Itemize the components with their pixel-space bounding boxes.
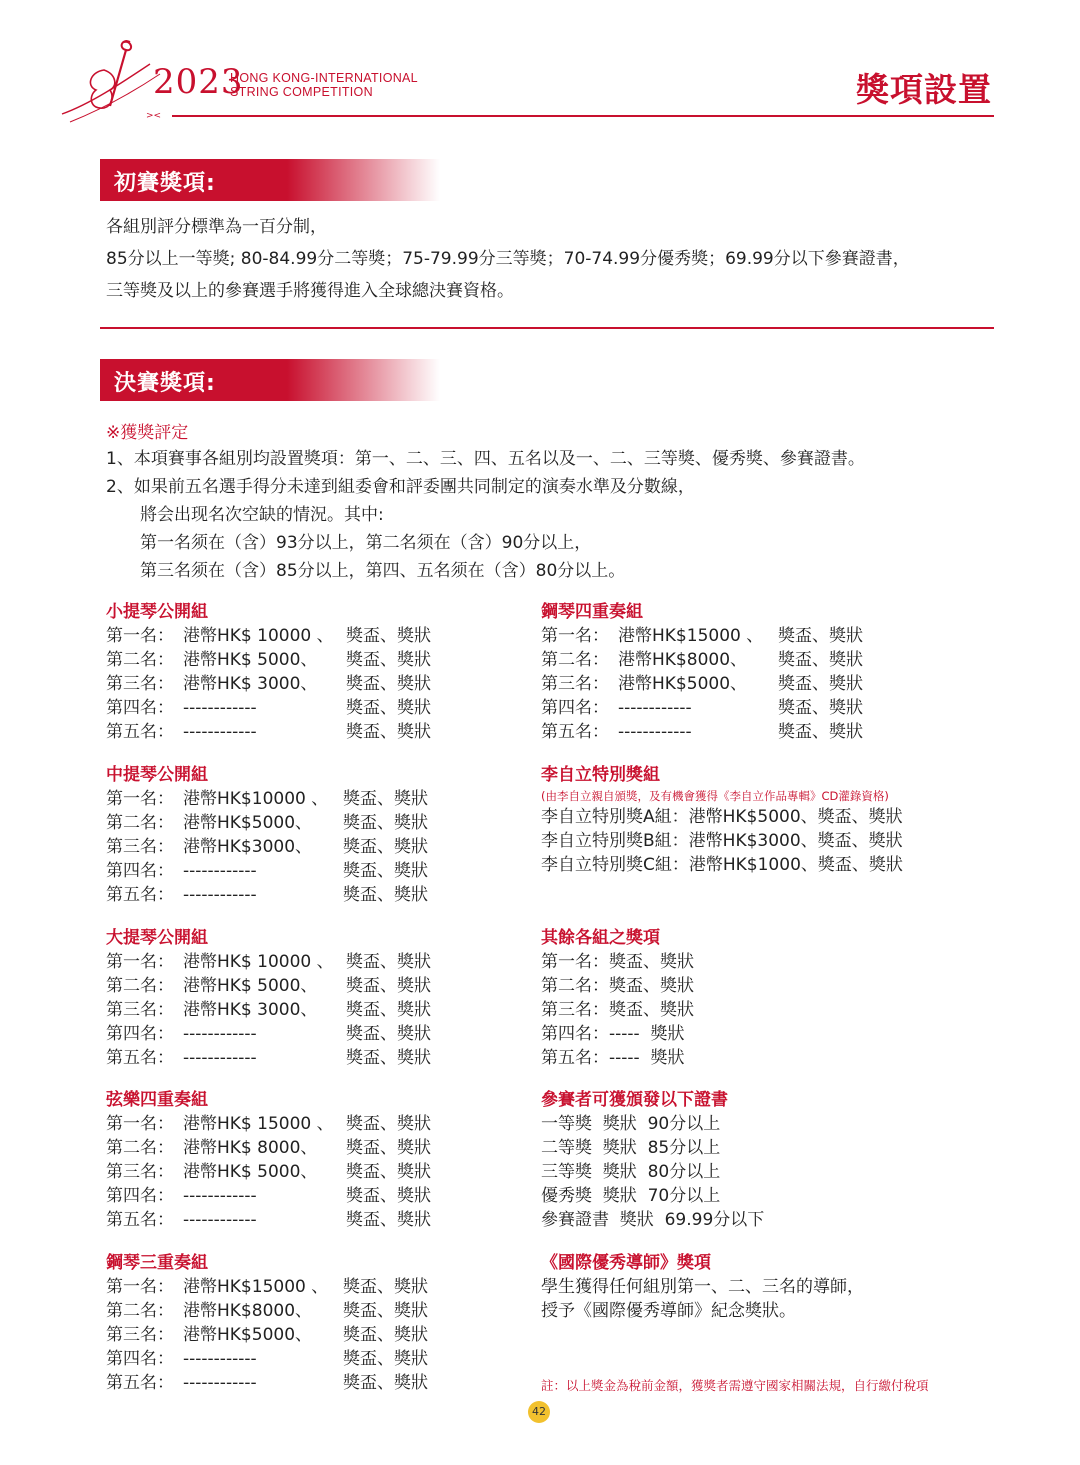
prize-row — [106, 859, 428, 883]
prize-row — [541, 648, 863, 672]
competition-name-line2: STRING COMPETITION — [230, 85, 373, 99]
prize-amount: ------------ — [183, 861, 257, 881]
prize-amount: ------------ — [183, 885, 257, 905]
prize-rank: 第五名： — [106, 885, 174, 905]
prize-trophy: 獎盃、獎狀 — [346, 674, 431, 694]
prize-rank: 第三名： — [106, 1162, 174, 1182]
prize-rank: 第一名： — [106, 1114, 174, 1134]
prize-trophy: 獎盃、獎狀 — [346, 1000, 431, 1020]
prize-trophy: 獎盃、獎狀 — [346, 698, 431, 718]
prize-amount: ------------ — [183, 1186, 257, 1206]
award-group — [106, 763, 428, 907]
prize-row — [106, 720, 431, 744]
award-group — [106, 600, 431, 744]
prize-rank: 第三名： — [106, 837, 174, 857]
award-group-li-special — [541, 763, 903, 877]
prize-rank: 第五名： — [106, 1210, 174, 1230]
final-heading: 決賽獎項: — [114, 371, 216, 396]
prize-amount: ------------ — [618, 722, 692, 742]
final-heading-band — [100, 359, 440, 401]
prize-trophy: 獎盃、獎狀 — [346, 1138, 431, 1158]
prize-trophy: 獎盃、獎狀 — [778, 626, 863, 646]
prelim-heading: 初賽獎項: — [114, 171, 216, 196]
prize-rank: 第四名： — [106, 861, 174, 881]
prize-trophy: 獎盃、獎狀 — [343, 837, 428, 857]
prize-rank: 第一名： — [541, 626, 609, 646]
prize-trophy: 獎盃、獎狀 — [346, 1024, 431, 1044]
prelim-text — [106, 211, 910, 307]
prize-row — [541, 696, 863, 720]
prize-rank: 第二名： — [541, 650, 609, 670]
prize-rank: 第四名： — [106, 698, 174, 718]
prize-trophy: 獎盃、獎狀 — [346, 626, 431, 646]
prize-trophy: 獎盃、獎狀 — [346, 1048, 431, 1068]
competition-name — [230, 71, 418, 99]
prize-trophy: 獎盃、獎狀 — [346, 952, 431, 972]
other-group-line: 第三名：獎盃、獎狀 — [541, 1000, 694, 1020]
prize-amount: 港幣HK$3000、 — [183, 837, 313, 857]
prize-trophy: 獎盃、獎狀 — [346, 1114, 431, 1134]
prize-trophy: 獎盃、獎狀 — [346, 1210, 431, 1230]
prize-row — [106, 998, 431, 1022]
prize-trophy: 獎盃、獎狀 — [778, 722, 863, 742]
prize-row — [106, 1323, 428, 1347]
award-group — [106, 1088, 431, 1232]
prize-amount: 港幣HK$8000、 — [618, 650, 748, 670]
group-title: 參賽者可獲頒發以下證書 — [541, 1090, 728, 1110]
prize-row — [106, 1299, 428, 1323]
certificate-line: 參賽證書 獎狀 69.99分以下 — [541, 1210, 765, 1230]
prize-amount: 港幣HK$8000、 — [183, 1301, 313, 1321]
prize-trophy: 獎盃、獎狀 — [343, 813, 428, 833]
prize-amount: 港幣HK$ 5000、 — [183, 976, 318, 996]
page-header — [0, 0, 1080, 130]
prize-rank: 第三名： — [106, 1000, 174, 1020]
prize-rank: 第五名： — [106, 1373, 174, 1393]
prize-rank: 第二名： — [106, 976, 174, 996]
group-subtitle: (由李自立親自頒獎，及有機會獲得《李自立作品專輯》CD灌錄資格) — [541, 789, 889, 803]
group-title: 中提琴公開組 — [106, 765, 208, 785]
prize-row — [541, 624, 863, 648]
prelim-line: 85分以上一等獎; 80-84.99分二等獎；75-79.99分三等獎；70-74.99分優秀獎；69.99分以下參賽證書， — [106, 249, 910, 269]
prize-row — [541, 672, 863, 696]
prize-row — [106, 1046, 431, 1070]
prize-rank: 第一名： — [106, 1277, 174, 1297]
prize-rank: 第一名： — [106, 952, 174, 972]
mentor-line: 授予《國際優秀導師》紀念獎狀。 — [541, 1301, 796, 1321]
certificate-line: 三等獎 獎狀 80分以上 — [541, 1162, 721, 1182]
other-group-line: 第一名：獎盃、獎狀 — [541, 952, 694, 972]
prize-rank: 第五名： — [541, 722, 609, 742]
prize-trophy: 獎盃、獎狀 — [343, 861, 428, 881]
group-title: 大提琴公開組 — [106, 928, 208, 948]
prize-amount: ------------ — [183, 698, 257, 718]
li-special-line: 李自立特別獎B組：港幣HK$3000、獎盃、獎狀 — [541, 831, 903, 851]
prize-rank: 第二名： — [106, 1301, 174, 1321]
prize-amount: ------------ — [618, 698, 692, 718]
prize-amount: 港幣HK$ 3000、 — [183, 674, 318, 694]
prize-amount: 港幣HK$ 10000 、 — [183, 626, 334, 646]
prelim-line: 三等獎及以上的參賽選手將獲得進入全球總決賽資格。 — [106, 281, 514, 301]
rule-line: 第三名须在（含）85分以上，第四、五名须在（含）80分以上。 — [140, 561, 626, 581]
other-group-line: 第二名：獎盃、獎狀 — [541, 976, 694, 996]
prize-rank: 第一名： — [106, 626, 174, 646]
prize-trophy: 獎盃、獎狀 — [343, 1301, 428, 1321]
rule-line: 第一名须在（含）93分以上，第二名须在（含）90分以上， — [140, 533, 592, 553]
prize-row — [106, 1112, 431, 1136]
award-group-mentor — [541, 1251, 864, 1323]
prize-row — [106, 835, 428, 859]
prize-rank: 第四名： — [106, 1024, 174, 1044]
prize-amount: ------------ — [183, 722, 257, 742]
svg-text:><: >< — [146, 111, 162, 121]
prize-trophy: 獎盃、獎狀 — [346, 976, 431, 996]
li-special-line: 李自立特別獎C組：港幣HK$1000、獎盃、獎狀 — [541, 855, 903, 875]
group-title: 其餘各組之獎項 — [541, 928, 660, 948]
prize-trophy: 獎盃、獎狀 — [778, 650, 863, 670]
prize-trophy: 獎盃、獎狀 — [346, 650, 431, 670]
page-title: 獎項設置 — [856, 70, 992, 109]
prize-trophy: 獎盃、獎狀 — [778, 674, 863, 694]
prize-rank: 第二名： — [106, 1138, 174, 1158]
prize-amount: 港幣HK$15000 、 — [618, 626, 764, 646]
prize-amount: ------------ — [183, 1210, 257, 1230]
prize-rank: 第四名： — [106, 1349, 174, 1369]
prize-amount: 港幣HK$ 5000、 — [183, 650, 318, 670]
prize-rank: 第二名： — [106, 650, 174, 670]
group-title: 李自立特別獎組 — [541, 765, 660, 785]
prize-trophy: 獎盃、獎狀 — [346, 722, 431, 742]
prize-amount: ------------ — [183, 1024, 257, 1044]
prize-trophy: 獎盃、獎狀 — [343, 885, 428, 905]
competition-year: 2023 — [153, 62, 244, 102]
prize-amount: 港幣HK$ 5000、 — [183, 1162, 318, 1182]
prize-row — [106, 1371, 428, 1395]
prize-amount: ------------ — [183, 1048, 257, 1068]
group-title: 小提琴公開組 — [106, 602, 208, 622]
award-group-piano-quartet — [541, 600, 863, 744]
prize-row — [541, 720, 863, 744]
prize-row — [106, 883, 428, 907]
prize-rank: 第二名： — [106, 813, 174, 833]
prize-row — [106, 1160, 431, 1184]
section-divider — [100, 327, 994, 329]
prize-rank: 第五名： — [106, 1048, 174, 1068]
prize-row — [106, 1275, 428, 1299]
prize-row — [106, 1184, 431, 1208]
prize-trophy: 獎盃、獎狀 — [343, 1277, 428, 1297]
prize-amount: 港幣HK$5000、 — [618, 674, 748, 694]
tax-footnote: 註：以上獎金為稅前金額，獲獎者需遵守國家相關法規，自行繳付稅項 — [541, 1378, 929, 1393]
prize-trophy: 獎盃、獎狀 — [778, 698, 863, 718]
group-title: 弦樂四重奏組 — [106, 1090, 208, 1110]
prize-amount: 港幣HK$10000 、 — [183, 789, 329, 809]
prize-amount: 港幣HK$5000、 — [183, 813, 313, 833]
certificate-line: 一等獎 獎狀 90分以上 — [541, 1114, 721, 1134]
award-criteria-title: ※獲獎評定 — [106, 423, 189, 443]
prize-row — [106, 1347, 428, 1371]
prize-row — [106, 1136, 431, 1160]
prize-rank: 第五名： — [106, 722, 174, 742]
certificate-line: 優秀獎 獎狀 70分以上 — [541, 1186, 721, 1206]
prelim-heading-band — [100, 159, 440, 201]
award-group-others — [541, 926, 694, 1070]
prize-rank: 第四名： — [106, 1186, 174, 1206]
prize-trophy: 獎盃、獎狀 — [343, 789, 428, 809]
group-title: 鋼琴三重奏組 — [106, 1253, 208, 1273]
prize-trophy: 獎盃、獎狀 — [343, 1325, 428, 1345]
prize-row — [106, 696, 431, 720]
prize-rank: 第三名： — [106, 1325, 174, 1345]
prize-row — [106, 974, 431, 998]
group-title: 鋼琴四重奏組 — [541, 602, 643, 622]
rule-line: 將会出现名次空缺的情況。其中: — [140, 505, 384, 525]
other-group-line: 第五名：----- 獎狀 — [541, 1048, 685, 1068]
prize-rank: 第一名： — [106, 789, 174, 809]
li-special-line: 李自立特別獎A組：港幣HK$5000、獎盃、獎狀 — [541, 807, 903, 827]
prize-row — [106, 648, 431, 672]
prize-row — [106, 1208, 431, 1232]
prize-row — [106, 950, 431, 974]
prize-amount: 港幣HK$ 10000 、 — [183, 952, 334, 972]
prize-amount: 港幣HK$15000 、 — [183, 1277, 329, 1297]
prize-row — [106, 624, 431, 648]
competition-name-line1: HONG KONG-INTERNATIONAL — [230, 71, 418, 85]
award-rules — [106, 445, 865, 585]
rule-line: 2、如果前五名選手得分未達到組委會和評委團共同制定的演奏水準及分數線， — [106, 477, 695, 497]
prize-rank: 第四名： — [541, 698, 609, 718]
other-group-line: 第四名：----- 獎狀 — [541, 1024, 685, 1044]
award-group — [106, 1251, 428, 1395]
prize-amount: ------------ — [183, 1373, 257, 1393]
prize-trophy: 獎盃、獎狀 — [343, 1349, 428, 1369]
prize-amount: 港幣HK$ 3000、 — [183, 1000, 318, 1020]
prize-amount: ------------ — [183, 1349, 257, 1369]
certificate-line: 二等獎 獎狀 85分以上 — [541, 1138, 721, 1158]
prize-rank: 第三名： — [106, 674, 174, 694]
prize-row — [106, 811, 428, 835]
prize-row — [106, 1022, 431, 1046]
prize-row — [106, 672, 431, 696]
prize-amount: 港幣HK$ 8000、 — [183, 1138, 318, 1158]
prize-trophy: 獎盃、獎狀 — [343, 1373, 428, 1393]
prize-row — [106, 787, 428, 811]
prelim-line: 各組別評分標準為一百分制， — [106, 217, 327, 237]
page-number: 42 — [528, 1401, 550, 1423]
rule-line: 1、本項賽事各組別均設置獎項：第一、二、三、四、五名以及一、二、三等獎、優秀獎、參賽證書。 — [106, 449, 865, 469]
mentor-line: 學生獲得任何組別第一、二、三名的導師， — [541, 1277, 864, 1297]
prize-rank: 第三名： — [541, 674, 609, 694]
prize-amount: 港幣HK$ 15000 、 — [183, 1114, 334, 1134]
header-divider — [172, 115, 994, 117]
prize-trophy: 獎盃、獎狀 — [346, 1162, 431, 1182]
prize-amount: 港幣HK$5000、 — [183, 1325, 313, 1345]
award-group — [106, 926, 431, 1070]
group-title: 《國際優秀導師》獎項 — [541, 1253, 711, 1273]
prize-trophy: 獎盃、獎狀 — [346, 1186, 431, 1206]
award-group-certificates — [541, 1088, 764, 1232]
